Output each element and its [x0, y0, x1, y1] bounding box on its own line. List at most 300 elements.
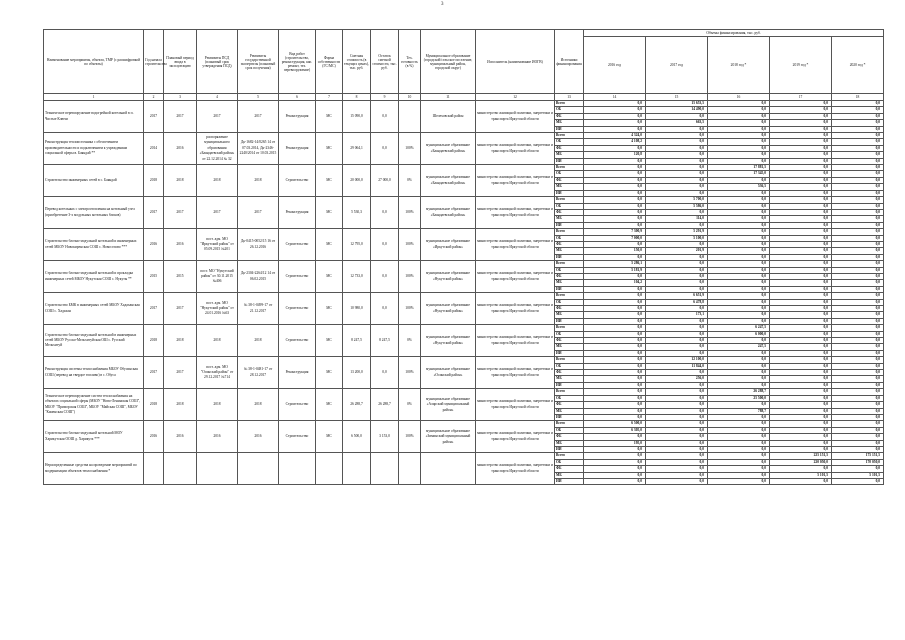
funding-value: 0,0 [708, 158, 770, 164]
funding-value: 0,0 [832, 190, 884, 196]
start-year: 2017 [144, 357, 164, 389]
funding-value: 0,0 [646, 133, 708, 139]
remaining-cost: 0,0 [371, 133, 399, 165]
object-name: Строительство БМК в инженерных сетей МБОУ Хадаханская СОШ с. Хадахан [44, 293, 144, 325]
funding-source-label: Всего [555, 101, 584, 107]
commission-period: 2018 [164, 325, 197, 357]
funding-value: 0,0 [770, 286, 832, 292]
estimated-cost: 12 733,0 [343, 261, 371, 293]
funding-value: 0,0 [584, 453, 646, 459]
funding-value: 0,0 [770, 293, 832, 299]
object-name: Перевод котельных с электроотопления на котельный узел (приобретение 3-х модульных котельных блоков) [44, 197, 144, 229]
funding-value: 0,0 [832, 363, 884, 369]
funding-value: 0,0 [708, 306, 770, 312]
table-row [44, 325, 884, 331]
funding-value: 0,0 [708, 376, 770, 382]
funding-value: 0,0 [584, 382, 646, 388]
funding-value: 0,0 [832, 158, 884, 164]
estimated-cost: 5 530,3 [343, 197, 371, 229]
psd-details: 2016 [197, 421, 238, 453]
estimated-cost: 13 200,0 [343, 357, 371, 389]
funding-value: 0,0 [708, 139, 770, 145]
funding-source-label: ИИ [555, 190, 584, 196]
column-numbers-row [44, 94, 884, 101]
funding-value: 0,0 [584, 273, 646, 279]
funding-value: 0,0 [646, 241, 708, 247]
funding-value: 0,0 [584, 338, 646, 344]
funding-value: 0,0 [708, 197, 770, 203]
work-type: Реконструкция [279, 133, 316, 165]
funding-value: 0,0 [708, 363, 770, 369]
expertise-details: Дк-0415-0052/15 16 от 26.12.2016 [238, 229, 279, 261]
column-number: 10 [399, 94, 421, 101]
funding-value: 0,0 [646, 395, 708, 401]
funding-source-label: ФБ [555, 241, 584, 247]
funding-value: 0,0 [584, 113, 646, 119]
funding-value: 0,0 [584, 306, 646, 312]
funding-value: 0,0 [584, 107, 646, 113]
funding-value: 15 653,5 [646, 101, 708, 107]
funding-value: 0,0 [832, 133, 884, 139]
ownership: МС [316, 325, 343, 357]
column-number: 9 [371, 94, 399, 101]
commission-period: 2015 [164, 261, 197, 293]
funding-value: 0,0 [708, 273, 770, 279]
header-psd: Реквизиты ПСД (плановый срок утверждения ПСД) [197, 30, 238, 94]
funding-value: 170 050,0 [832, 459, 884, 465]
funding-source-label: ФБ [555, 273, 584, 279]
header-estimated-cost: Сметная стоимость (в текущих ценах), тыс. руб. [343, 30, 371, 94]
expertise-details: 2018 [238, 325, 279, 357]
funding-value: 0,0 [646, 267, 708, 273]
funding-source-label: ОБ [555, 395, 584, 401]
start-year [144, 453, 164, 485]
funding-value: 0,0 [832, 325, 884, 331]
funding-value: 6 247,5 [708, 325, 770, 331]
column-number: 11 [421, 94, 476, 101]
funding-value: 0,0 [708, 248, 770, 254]
ownership: МС [316, 197, 343, 229]
funding-value: 0,0 [770, 222, 832, 228]
funding-value: 0,0 [770, 395, 832, 401]
funding-value: 0,0 [708, 338, 770, 344]
funding-value: 0,0 [708, 434, 770, 440]
psd-details: распоряжение муниципального образования «Баяндаевский район» от 22.12.2014 № 32 [197, 133, 238, 165]
municipality: муниципальное образование «Нукутский район» [421, 293, 476, 325]
header-tech-readiness: Тех. готовность (в %) [399, 30, 421, 94]
start-year: 2017 [144, 101, 164, 133]
funding-value: 0,0 [770, 389, 832, 395]
funding-value: 201,9 [646, 248, 708, 254]
funding-value: 0,0 [708, 280, 770, 286]
funding-value: 0,0 [646, 306, 708, 312]
commission-period: 2016 [164, 133, 197, 165]
funding-value: 0,0 [584, 293, 646, 299]
funding-value: 0,0 [832, 376, 884, 382]
funding-source-label: ФБ [555, 370, 584, 376]
funding-value: 0,0 [584, 312, 646, 318]
funding-value: 0,0 [584, 434, 646, 440]
tech-readiness: 100% [399, 293, 421, 325]
funding-value: 0,0 [832, 107, 884, 113]
tech-readiness [399, 101, 421, 133]
funding-value: 0,0 [832, 209, 884, 215]
object-name: Строительство блочно-модульной котельной МОУ Харикутская ООШ д. Харикута *** [44, 421, 144, 453]
funding-value: 0,0 [770, 402, 832, 408]
remaining-cost: 0,0 [371, 293, 399, 325]
funding-value: 0,0 [832, 370, 884, 376]
funding-value: 0,0 [832, 267, 884, 273]
funding-value: 0,0 [770, 338, 832, 344]
municipality [421, 453, 476, 485]
executor: министерство жилищной политики, энергетики и транспорта Иркутской области [476, 101, 555, 133]
funding-value: 0,0 [708, 107, 770, 113]
header-year-2019: 2019 год * [770, 37, 832, 94]
expertise-details: № 38-1-0481-17 от 28.12.2017 [238, 357, 279, 389]
estimated-cost [343, 453, 371, 485]
funding-source-label: ИИ [555, 318, 584, 324]
executor: министерство жилищной политики, энергетики и транспорта Иркутской области [476, 389, 555, 421]
funding-value: 0,0 [584, 459, 646, 465]
funding-value: 0,0 [708, 133, 770, 139]
funding-value: 0,0 [646, 318, 708, 324]
expertise-details: 2016 [238, 421, 279, 453]
header-commission-period: Плановый период ввода в эксплуатацию [164, 30, 197, 94]
funding-value: 0,0 [832, 216, 884, 222]
funding-value: 247,5 [708, 344, 770, 350]
executor: министерство жилищной политики, энергетики и транспорта Иркутской области [476, 325, 555, 357]
ownership: МС [316, 261, 343, 293]
funding-value: 0,0 [708, 299, 770, 305]
header-name: Наименование мероприятия, объекта, ТМР (с расшифровкой по объекты) [44, 30, 144, 94]
funding-value: 0,0 [646, 145, 708, 151]
funding-source-label: ИИ [555, 382, 584, 388]
funding-value: 195,0 [584, 440, 646, 446]
funding-value: 0,0 [770, 370, 832, 376]
executor: министерство жилищной политики, энергетики и транспорта Иркутской области [476, 197, 555, 229]
municipality: муниципальное образование «Иркутский район» [421, 229, 476, 261]
funding-value: 0,0 [832, 222, 884, 228]
remaining-cost: 0,0 [371, 357, 399, 389]
funding-source-label: МБ [555, 184, 584, 190]
executor: министерство жилищной политики, энергетики и транспорта Иркутской области [476, 453, 555, 485]
funding-value: 0,0 [584, 478, 646, 484]
psd-details: 2018 [197, 389, 238, 421]
funding-value: 0,0 [832, 113, 884, 119]
funding-source-label: ОБ [555, 267, 584, 273]
commission-period: 2016 [164, 421, 197, 453]
funding-value: 0,0 [584, 331, 646, 337]
funding-value: 0,0 [832, 248, 884, 254]
funding-source-label: ОБ [555, 427, 584, 433]
funding-value: 0,0 [646, 261, 708, 267]
funding-value: 0,0 [770, 171, 832, 177]
expertise-details [238, 453, 279, 485]
municipality: муниципальное образование «Нукутский район» [421, 325, 476, 357]
funding-value: 0,0 [584, 241, 646, 247]
funding-value: 0,0 [832, 120, 884, 126]
funding-value: 0,0 [646, 446, 708, 452]
funding-value: 0,0 [708, 145, 770, 151]
funding-source-label: МБ [555, 344, 584, 350]
column-number: 18 [832, 94, 884, 101]
funding-value: 0,0 [770, 133, 832, 139]
funding-value: 6 500,0 [584, 421, 646, 427]
header-remaining-cost: Остаток сметной стоимости, тыс. руб. [371, 30, 399, 94]
funding-source-label: ИИ [555, 478, 584, 484]
funding-value: 0,0 [770, 235, 832, 241]
funding-value: 220 050,0 [770, 459, 832, 465]
funding-value: 0,0 [832, 145, 884, 151]
expertise-details: 2018 [238, 389, 279, 421]
ownership: МС [316, 165, 343, 197]
funding-source-label: МБ [555, 120, 584, 126]
funding-value: 788,7 [708, 408, 770, 414]
funding-source-label: ОБ [555, 331, 584, 337]
tech-readiness: 100% [399, 357, 421, 389]
funding-value: 0,0 [646, 338, 708, 344]
municipality: муниципальное образование «Нукутский район» [421, 261, 476, 293]
commission-period: 2017 [164, 197, 197, 229]
object-name: Строительство блочно-модульной котельной в инженерных сетей МБОУ Русско-Мельхитуйская ОШ с. Русский Мельхитуй [44, 325, 144, 357]
commission-period: 2017 [164, 293, 197, 325]
funding-value: 0,0 [770, 344, 832, 350]
ownership: МС [316, 389, 343, 421]
funding-value: 0,0 [770, 229, 832, 235]
municipality: Шелеховский район [421, 101, 476, 133]
funding-value: 0,0 [646, 113, 708, 119]
estimated-cost: 10 980,0 [343, 293, 371, 325]
funding-value: 0,0 [646, 184, 708, 190]
funding-source-label: Всего [555, 261, 584, 267]
funding-value: 0,0 [584, 254, 646, 260]
funding-value: 0,0 [646, 427, 708, 433]
funding-value: 0,0 [832, 235, 884, 241]
remaining-cost: 27 000,0 [371, 165, 399, 197]
funding-value: 0,0 [584, 446, 646, 452]
column-number: 3 [164, 94, 197, 101]
funding-value: 0,0 [646, 453, 708, 459]
funding-source-label: МБ [555, 376, 584, 382]
remaining-cost: 8 247,5 [371, 325, 399, 357]
work-type: Строительство [279, 325, 316, 357]
column-number: 4 [197, 94, 238, 101]
funding-value: 0,0 [770, 241, 832, 247]
executor: министерство жилищной политики, энергетики и транспорта Иркутской области [476, 357, 555, 389]
funding-value: 0,0 [646, 421, 708, 427]
funding-source-label: ОБ [555, 139, 584, 145]
header-year-2018: 2018 год * [708, 37, 770, 94]
funding-value: 0,0 [832, 331, 884, 337]
ownership: МС [316, 101, 343, 133]
funding-value: 5 100,0 [646, 235, 708, 241]
psd-details [197, 453, 238, 485]
start-year: 2015 [144, 261, 164, 293]
funding-value: 0,0 [832, 299, 884, 305]
funding-value: 0,0 [708, 209, 770, 215]
funding-value: 0,0 [832, 318, 884, 324]
funding-value: 0,0 [646, 344, 708, 350]
funding-value: 0,0 [584, 466, 646, 472]
funding-value: 0,0 [646, 472, 708, 478]
funding-value: 0,0 [770, 248, 832, 254]
funding-value: 0,0 [770, 190, 832, 196]
page-number: 3 [441, 2, 444, 7]
column-number: 14 [584, 94, 646, 101]
funding-value: 0,0 [646, 190, 708, 196]
municipality: муниципальное образование «Баяндаевский район» [421, 165, 476, 197]
funding-value: 0,0 [770, 216, 832, 222]
funding-source-label: ФБ [555, 145, 584, 151]
funding-value: 0,0 [770, 312, 832, 318]
ownership: МС [316, 421, 343, 453]
column-number: 16 [708, 94, 770, 101]
funding-value: 0,0 [646, 280, 708, 286]
funding-value: 0,0 [770, 139, 832, 145]
funding-value: 0,0 [584, 158, 646, 164]
expertise-details: 2017 [238, 101, 279, 133]
funding-value: 0,0 [770, 350, 832, 356]
start-year: 2017 [144, 293, 164, 325]
ownership: МС [316, 357, 343, 389]
funding-value: 0,0 [832, 446, 884, 452]
funding-source-label: Всего [555, 421, 584, 427]
funding-source-label: Всего [555, 357, 584, 363]
funding-value: 0,0 [770, 357, 832, 363]
expertise-details: Дк-1682-14/0265 14 от 07.03.2014, Дк-2346-2240/2014 от 10.03.2015 [238, 133, 279, 165]
municipality: муниципальное образование «Осинский район» [421, 357, 476, 389]
funding-value: 0,0 [832, 440, 884, 446]
remaining-cost [371, 453, 399, 485]
funding-value: 0,0 [584, 222, 646, 228]
funding-value: 6 651,9 [646, 293, 708, 299]
header-year-2016: 2016 год [584, 37, 646, 94]
funding-value: 256,0 [646, 376, 708, 382]
funding-value: 4 108,2 [584, 139, 646, 145]
funding-source-label: МБ [555, 440, 584, 446]
estimated-cost: 12 795,0 [343, 229, 371, 261]
funding-value: 0,0 [832, 152, 884, 158]
funding-value: 0,0 [646, 389, 708, 395]
executor: министерство жилищной политики, энергетики и транспорта Иркутской области [476, 261, 555, 293]
funding-source-label: МБ [555, 216, 584, 222]
funding-value: 0,0 [646, 325, 708, 331]
header-municipality: Муниципальное образование (городской/сельское поселение, муниципальный район, городской округ) [421, 30, 476, 94]
funding-source-label: ИИ [555, 414, 584, 420]
funding-value: 0,0 [770, 267, 832, 273]
municipality: муниципальное образование «Баяндаевский район» [421, 197, 476, 229]
psd-details: 2017 [197, 101, 238, 133]
funding-value: 0,0 [832, 165, 884, 171]
funding-value: 0,0 [708, 126, 770, 132]
funding-value: 0,0 [646, 158, 708, 164]
funding-value: 5 101,5 [770, 472, 832, 478]
work-type: Строительство [279, 165, 316, 197]
funding-value: 0,0 [708, 472, 770, 478]
funding-value: 14 490,0 [646, 107, 708, 113]
funding-value: 0,0 [708, 254, 770, 260]
funding-value: 0,0 [584, 472, 646, 478]
funding-value: 26 288,7 [708, 389, 770, 395]
work-type: Реконструкция [279, 197, 316, 229]
funding-value: 0,0 [584, 101, 646, 107]
start-year: 2016 [144, 229, 164, 261]
funding-source-label: ФБ [555, 306, 584, 312]
header-expertise: Реквизиты государственной экспертизы (плановый срок получения) [238, 30, 279, 94]
funding-value: 0,0 [584, 286, 646, 292]
funding-source-label: ОБ [555, 203, 584, 209]
tech-readiness: 100% [399, 229, 421, 261]
funding-value: 0,0 [708, 229, 770, 235]
funding-value: 0,0 [584, 370, 646, 376]
funding-value: 0,0 [770, 414, 832, 420]
funding-value: 120,8 [584, 152, 646, 158]
funding-value: 0,0 [832, 395, 884, 401]
funding-value: 0,0 [708, 177, 770, 183]
funding-value: 663,5 [646, 120, 708, 126]
tech-readiness: 100% [399, 197, 421, 229]
funding-value: 0,0 [646, 273, 708, 279]
remaining-cost: 3 153,0 [371, 421, 399, 453]
start-year: 2018 [144, 389, 164, 421]
funding-value: 0,0 [708, 459, 770, 465]
expertise-details: 2018 [238, 165, 279, 197]
funding-value: 0,0 [832, 427, 884, 433]
commission-period: 2016 [164, 229, 197, 261]
funding-source-label: МБ [555, 152, 584, 158]
funding-value: 0,0 [770, 325, 832, 331]
funding-value: 0,0 [770, 382, 832, 388]
work-type: Реконструкция [279, 101, 316, 133]
funding-value: 11 844,0 [646, 363, 708, 369]
table-row [44, 165, 884, 171]
funding-value: 0,0 [770, 107, 832, 113]
funding-value: 0,0 [646, 177, 708, 183]
funding-value: 0,0 [584, 171, 646, 177]
funding-value: 0,0 [770, 466, 832, 472]
ownership: МС [316, 133, 343, 165]
header-work-type: Вид работ (строительство, реконструкция, кап. ремонт, тех. перевооружение) [279, 30, 316, 94]
funding-value: 0,0 [832, 177, 884, 183]
executor: министерство жилищной политики, энергетики и транспорта Иркутской области [476, 229, 555, 261]
expertise-details: № 38-1-0499-17 от 21.12.2017 [238, 293, 279, 325]
funding-value: 0,0 [584, 357, 646, 363]
funding-value: 0,0 [646, 459, 708, 465]
funding-value: 0,0 [832, 203, 884, 209]
funding-value: 0,0 [708, 382, 770, 388]
executor: министерство жилищной политики, энергетики и транспорта Иркутской области [476, 421, 555, 453]
object-name: Строительство блочно-модульной котельной и инженерных сетей МБОУ Новокиренская СОШ с. Новоселово *** [44, 229, 144, 261]
funding-value: 0,0 [708, 350, 770, 356]
estimated-cost: 29 064,1 [343, 133, 371, 165]
funding-value: 0,0 [584, 177, 646, 183]
funding-source-label: Всего [555, 229, 584, 235]
funding-value: 5 101,5 [832, 472, 884, 478]
psd-details: 2018 [197, 325, 238, 357]
funding-value: 0,0 [832, 414, 884, 420]
funding-value: 0,0 [832, 312, 884, 318]
ownership: МС [316, 293, 343, 325]
funding-value: 0,0 [832, 126, 884, 132]
executor: министерство жилищной политики, энергетики и транспорта Иркутской области [476, 165, 555, 197]
start-year: 2014 [144, 133, 164, 165]
tech-readiness: 100% [399, 133, 421, 165]
funding-value: 0,0 [584, 209, 646, 215]
funding-value: 0,0 [832, 357, 884, 363]
funding-value: 0,0 [646, 139, 708, 145]
funding-value: 0,0 [708, 235, 770, 241]
funding-value: 0,0 [584, 216, 646, 222]
